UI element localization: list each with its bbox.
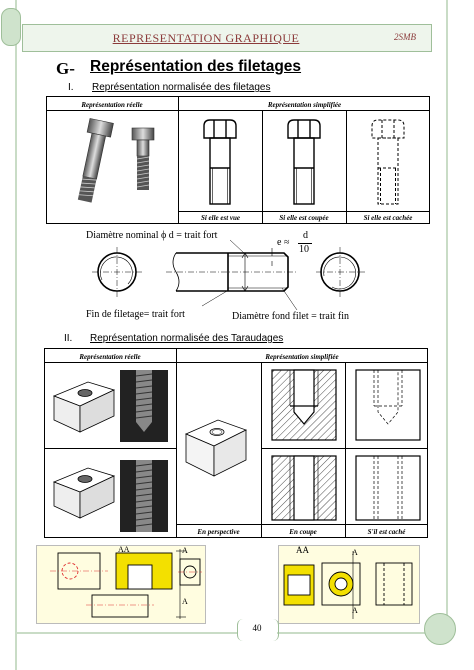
real-tapped-block-top: [48, 366, 174, 446]
table-tapping-caption-line: [176, 524, 428, 525]
header-title: REPRESENTATION GRAPHIQUE: [112, 31, 300, 45]
label-fraction-num: d: [303, 230, 308, 241]
table-tapping-col-divider: [261, 362, 262, 538]
caption-section: En coupe: [289, 528, 317, 536]
label-a-left-bottom: A: [182, 597, 188, 606]
frame-bottom-line-right: [277, 632, 427, 634]
label-aa-right: AA: [296, 545, 309, 555]
col-real-label-2: Représentation réelle: [79, 353, 141, 361]
table-tapping-row-line-right: [261, 448, 428, 449]
label-fin-filetage: Fin de filetage= trait fort: [86, 309, 185, 320]
caption-hidden: Si elle est cachée: [363, 214, 413, 222]
label-nominal-diameter: Diamètre nominal ϕ d = trait fort: [86, 230, 218, 241]
table-threads-header-line: [46, 110, 430, 111]
corner-ornament-bottom: [424, 613, 456, 645]
part1-title: Représentation normalisée des filetages: [92, 82, 271, 93]
tapped-block-perspective: [180, 406, 260, 486]
table-threads-col-divider-2: [346, 110, 347, 224]
thread-convention-diagram: [80, 236, 385, 318]
page-number: 40: [252, 623, 262, 633]
label-e: e ≈: [277, 237, 290, 248]
real-bolts-image: [48, 112, 176, 210]
caption-hidden-2: S'il est caché: [367, 528, 406, 536]
table-tapping-divider: [176, 348, 177, 538]
col-real-label: Représentation réelle: [81, 101, 143, 109]
caption-perspective: En perspective: [197, 528, 240, 536]
tapped-blind-hole-hidden: [348, 366, 428, 446]
label-fraction-den: 10: [299, 244, 309, 255]
label-a-right-top: A: [352, 548, 358, 557]
table-tapping-row-line-left: [44, 448, 176, 449]
header-tag: 2SMB: [394, 32, 416, 42]
section-title: Représentation des filetages: [90, 58, 302, 75]
real-tapped-block-through: [48, 452, 174, 536]
part2-title: Représentation normalisée des Taraudages: [90, 333, 284, 344]
frame-left-line: [15, 0, 17, 670]
bolt-hidden-drawing: [358, 112, 418, 210]
frame-bottom-line: [15, 632, 237, 634]
tapped-blind-hole-section: [264, 366, 344, 446]
frame-right-line: [446, 0, 448, 618]
table-tapping-col-divider-2: [345, 362, 346, 538]
bolt-visible-drawing: [190, 112, 250, 210]
corner-ornament: [1, 8, 21, 46]
caption-cut: Si elle est coupée: [279, 214, 329, 222]
table-threads-caption-line: [179, 211, 430, 212]
table-threads-divider: [178, 96, 179, 224]
assembly-left-drawing: [36, 545, 204, 622]
table-threads-col-divider: [262, 110, 263, 224]
label-a-left-top: A: [182, 546, 188, 555]
section-letter: G-: [56, 59, 75, 78]
part1-number: I.: [68, 82, 74, 93]
part2-number: II.: [64, 333, 73, 344]
tapped-through-hole-hidden: [348, 452, 428, 524]
caption-visible: Si elle est vue: [200, 214, 241, 222]
label-a-right-bottom: A: [352, 606, 358, 615]
tapped-through-hole-section: [264, 452, 344, 524]
label-fond-filet: Diamètre fond filet = trait fin: [232, 311, 349, 322]
bolt-cut-drawing: [274, 112, 334, 210]
col-simplified-label-2: Représentation simplifiée: [265, 353, 339, 361]
label-aa-left: AA: [118, 545, 130, 554]
col-simplified-label: Représentation simplifiée: [267, 101, 342, 109]
table-tapping-header-line: [44, 362, 428, 363]
assembly-right-drawing: [278, 545, 418, 622]
